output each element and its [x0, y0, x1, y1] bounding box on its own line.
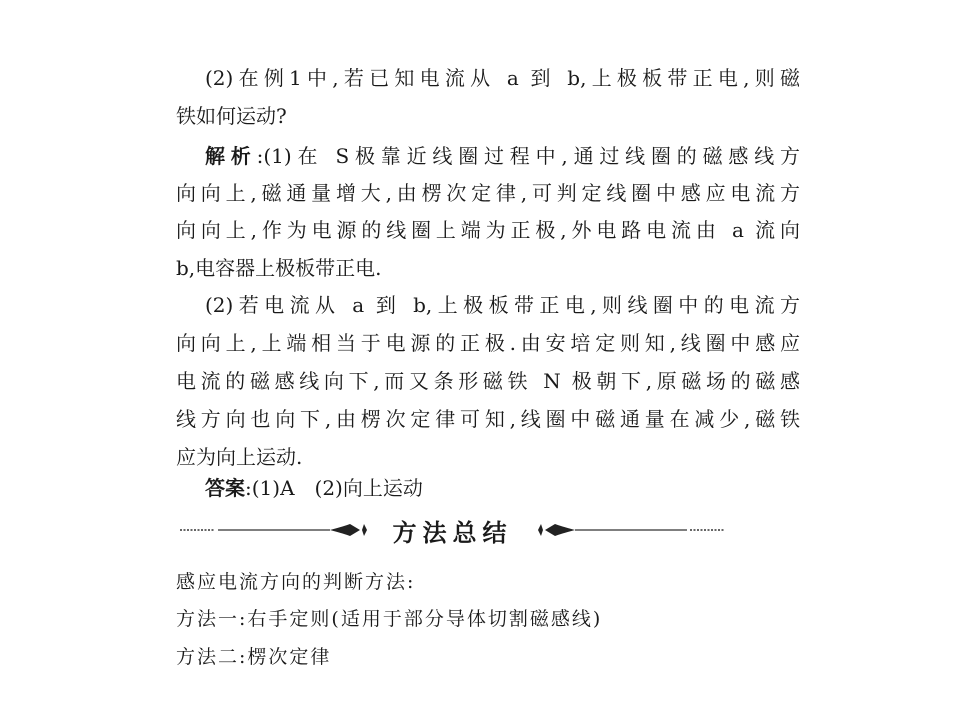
analysis2-line-3: 电流的磁感线向下,而又条形磁铁 N 极朝下,原磁场的磁感	[176, 369, 800, 393]
analysis-line-3: 向向上,作为电源的线圈上端为正极,外电路电流由 a 流向	[176, 218, 800, 242]
answer-line	[205, 473, 800, 503]
analysis-label: 解析	[205, 144, 257, 168]
analysis-text: :(1)在 S极靠近线圈过程中,通过线圈的磁感线方	[256, 144, 801, 168]
analysis-line-2: 向向上,磁通量增大,由楞次定律,可判定线圈中感应电流方	[176, 181, 800, 205]
question-line-2: 铁如何运动?	[176, 104, 287, 128]
analysis2-line-2: 向向上,上端相当于电源的正极.由安培定则知,线圈中感应	[176, 331, 800, 355]
method-two: 方法二:楞次定律	[176, 646, 332, 668]
analysis2-line-5: 应为向上运动.	[176, 445, 303, 469]
analysis-line-4: b,电容器上极板带正电.	[176, 256, 382, 280]
method-summary-banner	[180, 513, 725, 547]
analysis2-line-4: 线方向也向下,由楞次定律可知,线圈中磁通量在减少,磁铁	[176, 407, 800, 431]
answer-label: 答案	[205, 476, 245, 500]
analysis2-line-1: (2)若电流从 a 到 b,上极板带正电,则线圈中的电流方	[205, 293, 800, 317]
question-line-1: (2)在例1中,若已知电流从 a 到 b,上极板带正电,则磁	[205, 66, 800, 90]
analysis-line-1	[205, 141, 800, 171]
banner-title: 方法总结	[392, 519, 513, 547]
method-one: 方法一:右手定则(适用于部分导体切割磁感线)	[176, 608, 603, 630]
answer-text: :(1)A (2)向上运动	[245, 476, 423, 500]
method-heading: 感应电流方向的判断方法:	[176, 571, 416, 593]
